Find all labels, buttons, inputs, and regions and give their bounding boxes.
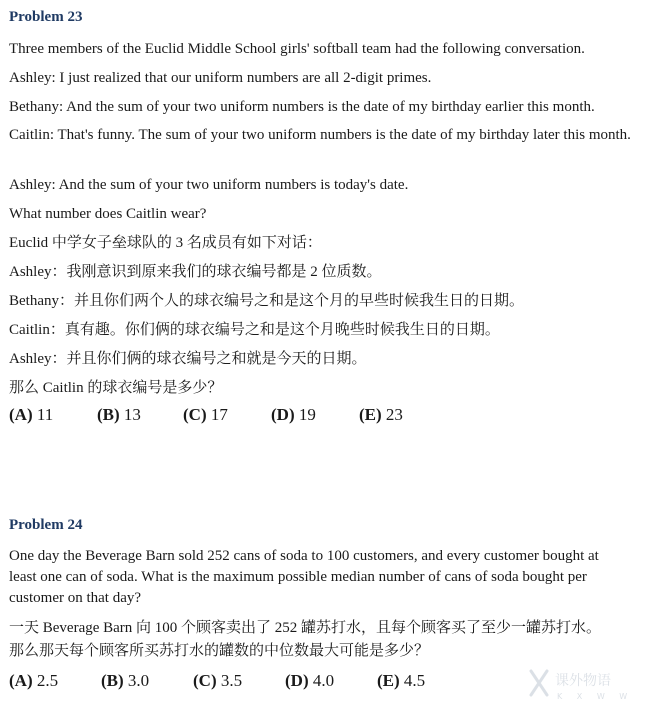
p24-choice-b[interactable]: (B) 3.0 <box>101 671 150 690</box>
p24-line-2: least one can of soda. What is the maximum possible median number of cans of soda bought per <box>9 569 587 585</box>
p23-question-cn: 那么 Caitlin 的球衣编号是多少？ <box>9 380 223 396</box>
p24-choice-c[interactable]: (C) 3.5 <box>193 671 243 690</box>
problem-23-title: Problem 23 <box>9 9 83 25</box>
p23-line-5: Ashley: And the sum of your two uniform numbers is today's date. <box>9 177 409 193</box>
p23-choice-a[interactable]: (A) 11 <box>9 405 54 424</box>
p23-line-cn-3: Bethany：并且你们两个人的球衣编号之和是这个月的早些时候我生日的日期。 <box>9 293 524 309</box>
watermark-text-cn: 课外物语 <box>555 673 611 689</box>
p23-line-cn-2: Ashley：我刚意识到原来我们的球衣编号都是 2 位质数。 <box>9 264 382 280</box>
p24-line-cn-1: 一天 Beverage Barn 向 100 个顾客卖出了 252 罐苏打水，且每个顾客买了至少一罐苏打水。 <box>9 620 602 636</box>
p23-line-1: Three members of the Euclid Middle School girls' softball team had the following conversation. <box>9 41 585 57</box>
p23-choice-b[interactable]: (B) 13 <box>97 405 141 424</box>
p24-choice-d[interactable]: (D) 4.0 <box>285 671 335 690</box>
p24-choice-a[interactable]: (A) 2.5 <box>9 671 59 690</box>
p24-line-cn-2: 那么那天每个顾客所买苏打水的罐数的中位数最大可能是多少？ <box>9 643 430 659</box>
p23-answer-choices <box>9 405 403 425</box>
p24-line-3: customer on that day? <box>9 590 142 606</box>
p23-question-en: What number does Caitlin wear? <box>9 206 207 222</box>
p23-line-2: Ashley: I just realized that our uniform numbers are all 2-digit primes. <box>9 70 432 86</box>
watermark-logo-icon <box>527 663 645 703</box>
p23-line-cn-5: Ashley：并且你们俩的球衣编号之和就是今天的日期。 <box>9 351 367 367</box>
p24-answer-choices <box>9 671 425 691</box>
p23-line-cn-1: Euclid 中学女子垒球队的 3 名成员有如下对话： <box>9 235 322 251</box>
watermark-text-en: K X W W <box>557 692 634 701</box>
p23-choice-d[interactable]: (D) 19 <box>271 405 316 424</box>
p23-line-4: Caitlin: That's funny. The sum of your two uniform numbers is the date of my birthday later this month. <box>9 127 631 143</box>
p24-choice-e[interactable]: (E) 4.5 <box>377 671 426 690</box>
problem-24-title: Problem 24 <box>9 517 83 533</box>
p23-choice-e[interactable]: (E) 23 <box>359 405 403 424</box>
p23-choice-c[interactable]: (C) 17 <box>183 405 228 424</box>
p23-line-cn-4: Caitlin：真有趣。你们俩的球衣编号之和是这个月晚些时候我生日的日期。 <box>9 322 500 338</box>
p24-line-1: One day the Beverage Barn sold 252 cans of soda to 100 customers, and every customer bought at <box>9 548 599 564</box>
p23-line-3: Bethany: And the sum of your two uniform numbers is the date of my birthday earlier this month. <box>9 99 595 115</box>
